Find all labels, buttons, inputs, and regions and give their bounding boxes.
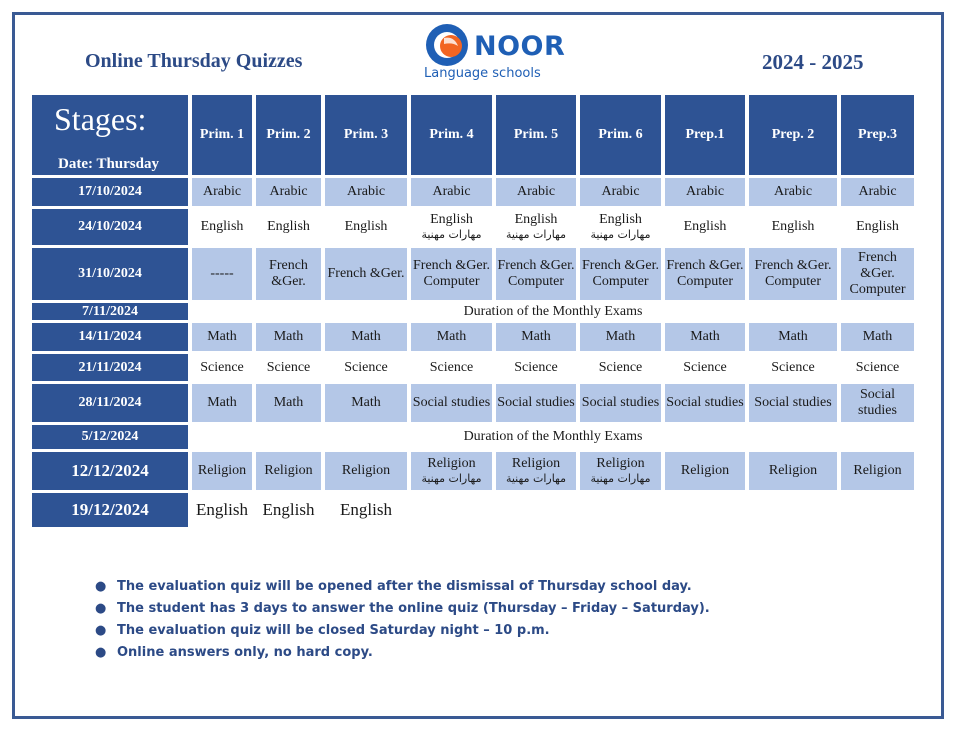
subject-text: Religion (596, 456, 645, 471)
subject-cell: Science (841, 354, 914, 381)
row-date: 5/12/2024 (32, 425, 188, 449)
subject-cell: Science (749, 354, 837, 381)
subject-text: Religion (511, 456, 561, 471)
subject-cell: French &Ger. Computer (496, 248, 576, 300)
subject-cell: Science (192, 354, 252, 381)
table-header-row (32, 95, 914, 175)
column-header: Prep.1 (665, 95, 745, 175)
subject-cell: English (325, 209, 407, 245)
subject-cell: Math (256, 323, 321, 351)
page-title: Online Thursday Quizzes (85, 50, 303, 72)
bullet-icon: ● (95, 645, 107, 660)
subject-cell: Arabic (665, 178, 745, 206)
subject-cell: Social studies (496, 384, 576, 422)
subject-cell: Math (665, 323, 745, 351)
subject-cell: Arabic (580, 178, 661, 206)
arabic-subject-text: مهارات مهنية (590, 228, 651, 241)
table-row (32, 354, 914, 381)
arabic-subject-text: مهارات مهنية (421, 228, 482, 241)
subject-cell: Math (841, 323, 914, 351)
subject-cell: Social studies (665, 384, 745, 422)
subject-cell (496, 452, 576, 490)
column-header: Prim. 6 (580, 95, 661, 175)
table-row (32, 209, 914, 245)
subject-cell: French &Ger. Computer (665, 248, 745, 300)
subject-cell: Religion (749, 452, 837, 490)
subject-cell: English (841, 209, 914, 245)
note-text: The student has 3 days to answer the online quiz (Thursday – Friday – Saturday). (117, 601, 710, 616)
row-date: 24/10/2024 (32, 209, 188, 245)
row-date: 19/12/2024 (32, 493, 188, 527)
empty-cell (580, 493, 661, 527)
subject-text: English (430, 212, 473, 227)
logo-brand-text: NOOR (474, 31, 566, 62)
subject-cell: English (256, 209, 321, 245)
row-date: 28/11/2024 (32, 384, 188, 422)
table-row (32, 178, 914, 206)
subject-cell: French &Ger. Computer (411, 248, 492, 300)
table-row (32, 493, 914, 527)
list-item (95, 578, 710, 600)
subject-cell: Arabic (841, 178, 914, 206)
subject-cell: Math (256, 384, 321, 422)
arabic-subject-text: مهارات مهنية (505, 228, 567, 241)
subject-cell: Social studies (841, 384, 914, 422)
subject-cell: French &Ger. Computer (841, 248, 914, 300)
subject-cell (580, 452, 661, 490)
subject-cell: Social studies (749, 384, 837, 422)
note-text: The evaluation quiz will be closed Saturday night – 10 p.m. (117, 623, 550, 638)
row-date: 12/12/2024 (32, 452, 188, 490)
subject-cell: Science (325, 354, 407, 381)
subject-cell: English (256, 493, 321, 527)
column-header: Prim. 2 (256, 95, 321, 175)
subject-cell (496, 209, 576, 245)
row-date: 21/11/2024 (32, 354, 188, 381)
subject-cell: French &Ger. (256, 248, 321, 300)
subject-text: English (599, 212, 642, 227)
subject-cell: English (665, 209, 745, 245)
subject-cell: Arabic (496, 178, 576, 206)
subject-cell: English (192, 493, 252, 527)
bullet-icon: ● (95, 579, 107, 594)
subject-cell: Arabic (411, 178, 492, 206)
date-label: Date: Thursday (58, 156, 159, 172)
list-item (95, 644, 710, 666)
noor-logo (424, 22, 569, 82)
subject-cell: Math (325, 384, 407, 422)
subject-cell: Science (580, 354, 661, 381)
subject-cell: Math (325, 323, 407, 351)
empty-cell (841, 493, 914, 527)
stages-label: Stages: (54, 101, 147, 137)
table-row (32, 425, 914, 449)
column-header: Prim. 4 (411, 95, 492, 175)
subject-cell: Science (665, 354, 745, 381)
list-item (95, 600, 710, 622)
table-row (32, 248, 914, 300)
column-header: Prep. 2 (749, 95, 837, 175)
note-text: The evaluation quiz will be opened after the dismissal of Thursday school day. (117, 579, 692, 594)
subject-cell: Math (192, 323, 252, 351)
subject-cell: French &Ger. Computer (749, 248, 837, 300)
arabic-subject-text: مهارات مهنية (505, 472, 567, 485)
subject-text: English (514, 212, 558, 227)
subject-cell: Science (411, 354, 492, 381)
monthly-exams-notice: Duration of the Monthly Exams (192, 425, 914, 449)
subject-cell: Arabic (325, 178, 407, 206)
subject-cell: French &Ger. Computer (580, 248, 661, 300)
list-item (95, 622, 710, 644)
empty-cell (665, 493, 745, 527)
noor-logo-icon (424, 22, 470, 68)
subject-cell: Social studies (580, 384, 661, 422)
column-header: Prim. 5 (496, 95, 576, 175)
notes-list (95, 578, 710, 666)
row-date: 7/11/2024 (32, 303, 188, 320)
subject-cell: French &Ger. (325, 248, 407, 300)
subject-cell: Arabic (749, 178, 837, 206)
subject-cell: Arabic (256, 178, 321, 206)
subject-cell (411, 209, 492, 245)
quiz-schedule-table (28, 92, 918, 530)
subject-cell (411, 452, 492, 490)
monthly-exams-notice: Duration of the Monthly Exams (192, 303, 914, 320)
arabic-subject-text: مهارات مهنية (421, 472, 482, 485)
arabic-subject-text: مهارات مهنية (590, 472, 651, 485)
table-row (32, 303, 914, 320)
academic-year: 2024 - 2025 (762, 50, 864, 74)
subject-cell: Math (580, 323, 661, 351)
subject-cell: Religion (665, 452, 745, 490)
subject-cell: Math (411, 323, 492, 351)
row-date: 31/10/2024 (32, 248, 188, 300)
subject-cell: Math (192, 384, 252, 422)
empty-cell (496, 493, 576, 527)
column-header: Prep.3 (841, 95, 914, 175)
subject-cell: Arabic (192, 178, 252, 206)
column-header: Prim. 1 (192, 95, 252, 175)
subject-cell: Religion (325, 452, 407, 490)
empty-cell (411, 493, 492, 527)
bullet-icon: ● (95, 601, 107, 616)
subject-text: Religion (427, 456, 476, 471)
subject-cell: English (325, 493, 407, 527)
column-header: Prim. 3 (325, 95, 407, 175)
table-row (32, 384, 914, 422)
stages-header-cell (32, 95, 188, 175)
table-row (32, 323, 914, 351)
subject-cell (580, 209, 661, 245)
subject-cell: Math (496, 323, 576, 351)
subject-cell: Religion (841, 452, 914, 490)
table-row (32, 452, 914, 490)
logo-subtitle: Language schools (424, 66, 541, 81)
row-date: 17/10/2024 (32, 178, 188, 206)
subject-cell: Social studies (411, 384, 492, 422)
subject-cell: English (749, 209, 837, 245)
subject-cell: ----- (192, 248, 252, 300)
subject-cell: Religion (256, 452, 321, 490)
subject-cell: Religion (192, 452, 252, 490)
subject-cell: Science (496, 354, 576, 381)
subject-cell: Math (749, 323, 837, 351)
empty-cell (749, 493, 837, 527)
row-date: 14/11/2024 (32, 323, 188, 351)
bullet-icon: ● (95, 623, 107, 638)
subject-cell: Science (256, 354, 321, 381)
subject-cell: English (192, 209, 252, 245)
note-text: Online answers only, no hard copy. (117, 645, 373, 660)
